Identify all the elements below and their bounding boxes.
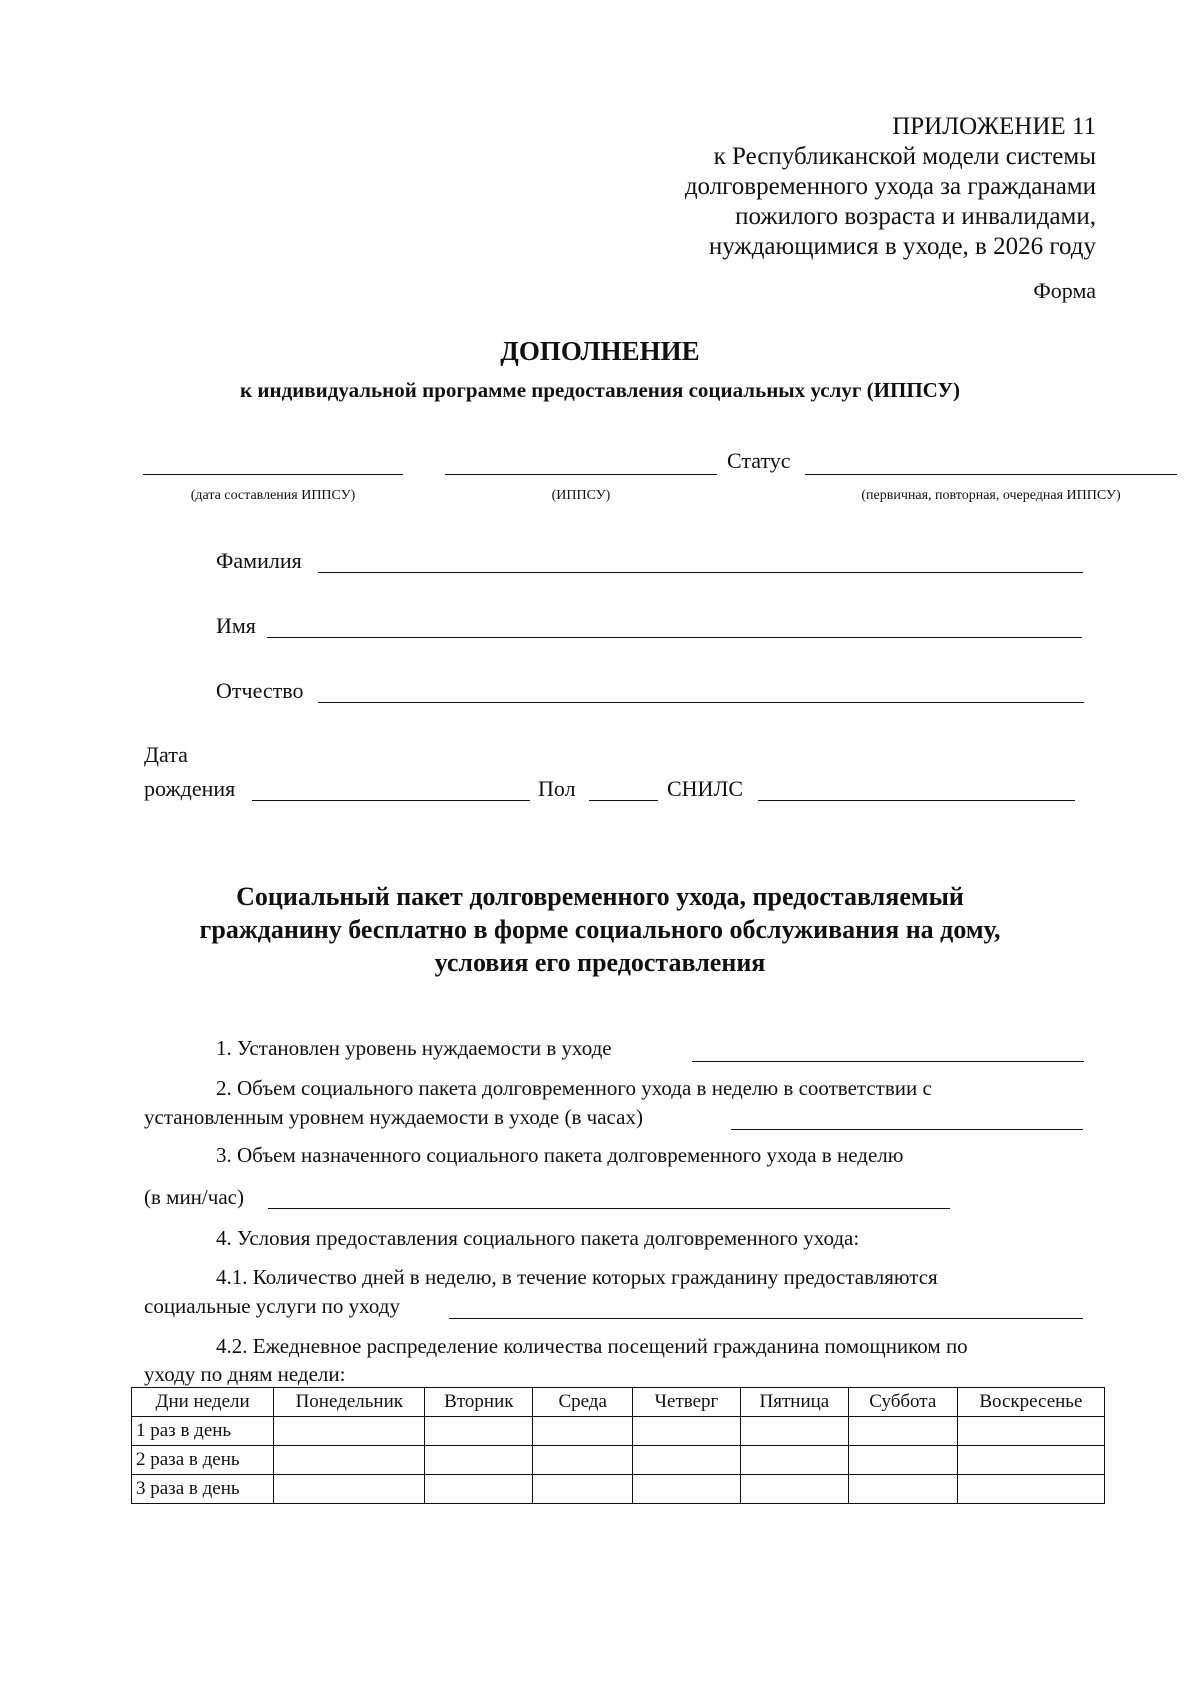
table-header-cell: Среда: [533, 1388, 633, 1417]
table-cell[interactable]: [274, 1446, 425, 1475]
item-4-2-text-line1: 4.2. Ежедневное распределение количества посещений гражданина помощником по: [216, 1334, 968, 1358]
status-field[interactable]: [805, 474, 1177, 475]
name-field[interactable]: [267, 637, 1082, 638]
table-cell[interactable]: [957, 1475, 1104, 1504]
table-cell[interactable]: [740, 1417, 848, 1446]
table-header-cell: Пятница: [740, 1388, 848, 1417]
table-cell[interactable]: [425, 1446, 533, 1475]
ippsu-date-caption: (дата составления ИППСУ): [190, 488, 356, 503]
surname-field[interactable]: [318, 572, 1083, 573]
table-cell[interactable]: [633, 1446, 741, 1475]
item-3-text-line2: (в мин/час): [144, 1185, 244, 1209]
table-cell[interactable]: [633, 1417, 741, 1446]
document-subtitle: к индивидуальной программе предоставления социальных услуг (ИППСУ): [240, 378, 960, 402]
document-title: ДОПОЛНЕНИЕ: [500, 336, 700, 366]
table-cell[interactable]: [533, 1417, 633, 1446]
snils-field[interactable]: [758, 800, 1075, 801]
section-title-line: Социальный пакет долговременного ухода, предоставляемый: [236, 882, 964, 911]
appendix-line: ПРИЛОЖЕНИЕ 11: [892, 113, 1096, 140]
birth-date-field[interactable]: [252, 800, 530, 801]
table-cell[interactable]: [740, 1475, 848, 1504]
sex-field[interactable]: [589, 800, 658, 801]
section-title: [150, 880, 1050, 979]
table-row: [132, 1417, 1105, 1446]
patronymic-field[interactable]: [318, 702, 1084, 703]
table-cell[interactable]: [533, 1475, 633, 1504]
visits-schedule-table: [131, 1387, 1105, 1504]
name-label: Имя: [216, 613, 256, 638]
snils-label: СНИЛС: [667, 776, 744, 801]
table-cell[interactable]: [848, 1475, 957, 1504]
package-volume-hours-field[interactable]: [731, 1129, 1083, 1130]
table-cell[interactable]: [633, 1475, 741, 1504]
table-cell[interactable]: [848, 1417, 957, 1446]
section-title-line: условия его предоставления: [434, 948, 766, 977]
item-4-2-text-line2: уходу по дням недели:: [144, 1362, 346, 1386]
table-cell[interactable]: [533, 1446, 633, 1475]
table-cell[interactable]: [957, 1417, 1104, 1446]
table-cell[interactable]: [274, 1417, 425, 1446]
appendix-block: [576, 112, 1096, 262]
need-level-field[interactable]: [692, 1061, 1084, 1062]
patronymic-label: Отчество: [216, 678, 304, 703]
table-row: [132, 1446, 1105, 1475]
item-4-text: 4. Условия предоставления социального пакета долговременного ухода:: [216, 1226, 860, 1250]
surname-label: Фамилия: [216, 548, 302, 573]
item-1-text: 1. Установлен уровень нуждаемости в уходе: [216, 1036, 612, 1060]
birth-label-line1: Дата: [144, 742, 188, 767]
row-label: 1 раз в день: [132, 1417, 274, 1446]
assigned-volume-field[interactable]: [268, 1208, 950, 1209]
table-row: [132, 1475, 1105, 1504]
item-4-1-text-line1: 4.1. Количество дней в неделю, в течение которых гражданину предоставляются: [216, 1265, 938, 1289]
appendix-line: к Республиканской модели системы: [713, 143, 1096, 170]
table-cell[interactable]: [425, 1475, 533, 1504]
birth-label-line2: рождения: [144, 776, 236, 801]
item-4-1-text-line2: социальные услуги по уходу: [144, 1294, 400, 1318]
ippsu-date-field[interactable]: [143, 474, 403, 475]
table-header-cell: Суббота: [848, 1388, 957, 1417]
table-cell[interactable]: [425, 1417, 533, 1446]
status-caption: (первичная, повторная, очередная ИППСУ): [861, 488, 1121, 503]
table-header-cell: Понедельник: [274, 1388, 425, 1417]
form-label: Форма: [1033, 278, 1096, 303]
ippsu-caption: (ИППСУ): [551, 488, 611, 503]
item-2-text-line1: 2. Объем социального пакета долговременного ухода в неделю в соответствии с: [216, 1076, 932, 1100]
table-header-cell: Воскресенье: [957, 1388, 1104, 1417]
ippsu-field[interactable]: [445, 474, 717, 475]
table-header-cell: Дни недели: [132, 1388, 274, 1417]
table-cell[interactable]: [957, 1446, 1104, 1475]
status-label: Статус: [727, 448, 791, 473]
appendix-line: пожилого возраста и инвалидами,: [735, 203, 1096, 230]
appendix-line: нуждающимися в уходе, в 2026 году: [708, 233, 1096, 260]
row-label: 2 раза в день: [132, 1446, 274, 1475]
table-cell[interactable]: [274, 1475, 425, 1504]
table-header-cell: Четверг: [633, 1388, 741, 1417]
table-cell[interactable]: [848, 1446, 957, 1475]
sex-label: Пол: [538, 776, 576, 801]
item-3-text-line1: 3. Объем назначенного социального пакета долговременного ухода в неделю: [216, 1143, 904, 1167]
days-per-week-field[interactable]: [449, 1318, 1083, 1319]
table-header-row: [132, 1388, 1105, 1417]
section-title-line: гражданину бесплатно в форме социального обслуживания на дому,: [199, 915, 1001, 944]
row-label: 3 раза в день: [132, 1475, 274, 1504]
item-2-text-line2: установленным уровнем нуждаемости в уходе (в часах): [144, 1105, 643, 1129]
appendix-line: долговременного ухода за гражданами: [684, 173, 1096, 200]
table-header-cell: Вторник: [425, 1388, 533, 1417]
table-cell[interactable]: [740, 1446, 848, 1475]
